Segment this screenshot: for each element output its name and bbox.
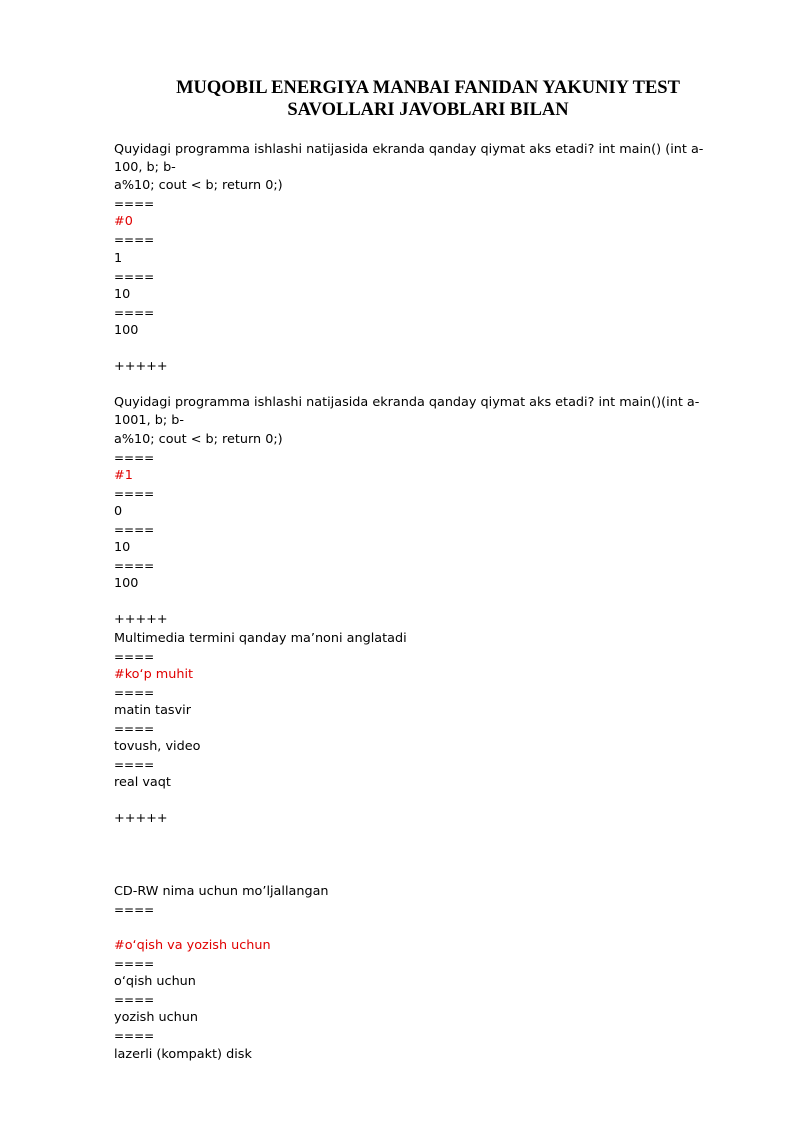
title-line-1: MUQOBIL ENERGIYA MANBAI FANIDAN YAKUNIY TEST	[176, 78, 680, 98]
separator: ====	[114, 993, 155, 1008]
separator: ====	[114, 305, 155, 320]
answer-option: 0	[114, 503, 123, 519]
answer-option: yozish uchun	[114, 1010, 198, 1026]
separator: ====	[114, 685, 155, 700]
blank-line	[114, 340, 724, 358]
separator: ====	[114, 197, 155, 212]
answer-option: 100	[114, 322, 139, 338]
question-block-3	[114, 630, 724, 883]
answer-option: tovush, video	[114, 739, 201, 755]
separator: ====	[114, 559, 155, 574]
title-line-2: SAVOLLARI JAVOBLARI BILAN	[287, 100, 569, 120]
blank-line	[114, 792, 724, 810]
question-text: CD-RW nima uchun mo’ljallangan	[114, 883, 329, 899]
answer-option: o‘qish uchun	[114, 974, 196, 990]
question-text-continued: a%10; cout < b; return 0;)	[114, 178, 283, 194]
question-text: Quyidagi programma ishlashi natijasida ekranda qanday qiymat aks etadi? int main()(int a-1001, b; b-	[114, 395, 700, 429]
question-block-4	[114, 883, 724, 1064]
separator: ====	[114, 233, 155, 248]
separator: ====	[114, 450, 155, 465]
separator: ====	[114, 722, 155, 736]
answer-option: lazerli (kompakt) disk	[114, 1046, 252, 1062]
correct-answer: #o‘qish va yozish uchun	[114, 937, 271, 953]
correct-answer: #1	[114, 467, 133, 483]
question-block-2	[114, 394, 724, 629]
blank-line	[114, 593, 724, 611]
question-end-marker: +++++	[114, 811, 168, 827]
blank-line	[114, 376, 724, 394]
question-block-1	[114, 141, 724, 394]
separator: ====	[114, 1029, 155, 1044]
blank-line	[114, 919, 724, 937]
question-end-marker: +++++	[114, 612, 168, 628]
separator: ====	[114, 957, 155, 972]
question-text-continued: a%10; cout < b; return 0;)	[114, 431, 283, 447]
answer-option: 10	[114, 286, 131, 302]
answer-option: matin tasvir	[114, 702, 191, 718]
document-body	[114, 141, 724, 1064]
answer-option: real vaqt	[114, 775, 171, 791]
question-text: Multimedia termini qanday ma’noni anglatadi	[114, 630, 407, 646]
answer-option: 10	[114, 540, 131, 556]
correct-answer: #ko‘p muhit	[114, 666, 194, 682]
document-title	[114, 77, 742, 121]
question-text: Quyidagi programma ishlashi natijasida ekranda qanday qiymat aks etadi? int main() (int a-100, b; b-	[114, 142, 704, 176]
separator: ====	[114, 269, 155, 284]
separator: ====	[114, 902, 155, 917]
answer-option: 100	[114, 576, 139, 592]
question-end-marker: +++++	[114, 359, 168, 375]
answer-option: 1	[114, 250, 123, 266]
separator: ====	[114, 522, 155, 537]
separator: ====	[114, 486, 155, 501]
separator: ====	[114, 649, 155, 664]
separator: ====	[114, 758, 155, 773]
blank-line	[114, 829, 724, 847]
correct-answer: #0	[114, 214, 133, 230]
blank-space	[114, 847, 724, 883]
